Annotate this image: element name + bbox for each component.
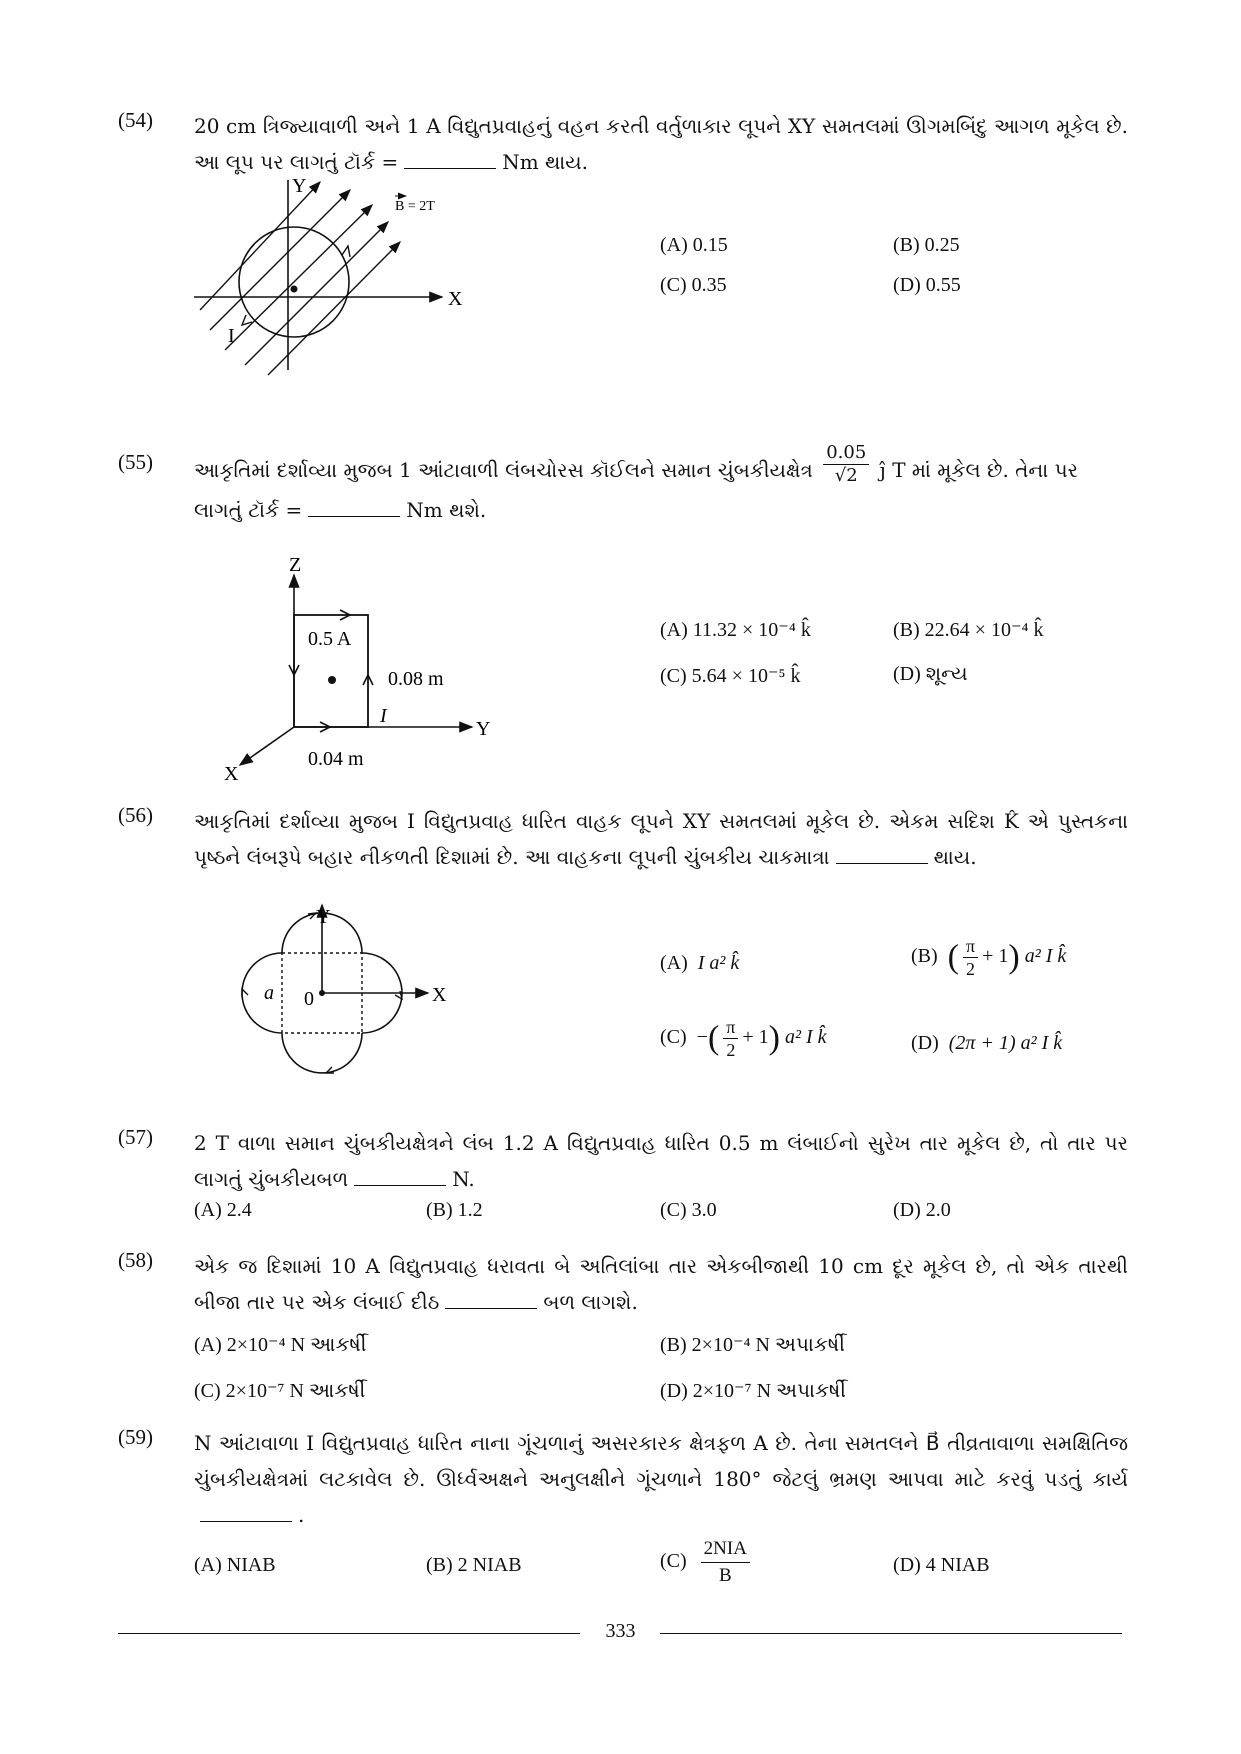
x-axis-label: X: [432, 984, 447, 1006]
figure-54: [180, 170, 480, 385]
option-b[interactable]: (B) 0.25: [893, 234, 960, 256]
question-text: એક જ દિશામાં 10 A વિદ્યુતપ્રવાહ ધરાવતા બે અતિલાંબા તાર એકબીજાથી 10 cm દૂર મૂકેલ છે, તો એક તારથી બીજા તાર પર એક લંબાઈ દીઠ બળ લાગશે.: [194, 1254, 1128, 1314]
question-number: (57): [118, 1125, 153, 1149]
x-axis-label: X: [224, 763, 239, 785]
option-d[interactable]: (D) શૂન્ય: [893, 663, 968, 685]
figure-56: [230, 895, 470, 1115]
y-axis-label: Y: [316, 906, 331, 928]
current-label: I: [228, 325, 235, 347]
option-a[interactable]: (A) 0.15: [660, 234, 728, 256]
i-label: I: [380, 705, 387, 727]
field-label: B = 2T: [395, 199, 435, 214]
option-a[interactable]: (A) NIAB: [194, 1554, 276, 1576]
question-text: આકૃતિમાં દર્શાવ્યા મુજબ 1 આંટાવાળી લંબચોરસ કૉઈલને સમાન ચુંબકીયક્ષેત્ર $\frac{0.05}{√2}$ ĵ T માં મૂકેલ છે. તેના પર લાગતું ટૉર્ક = Nm થશે.: [194, 442, 1078, 522]
option-d[interactable]: (D) 4 NIAB: [893, 1554, 990, 1576]
question-text: 2 T વાળા સમાન ચુંબકીયક્ષેત્રને લંબ 1.2 A વિદ્યુતપ્રવાહ ધારિત 0.5 m લંબાઈનો સુરેખ તાર મૂકેલ છે, તો તાર પર લાગતું ચુંબકીયબળ N.: [194, 1131, 1128, 1191]
option-b[interactable]: (B) 22.64 × 10⁻⁴ k̂: [893, 619, 1044, 641]
y-axis-label: Y: [476, 718, 491, 740]
question-number: (54): [118, 108, 153, 132]
option-a[interactable]: (A) 2.4: [194, 1199, 252, 1221]
figure-55: [220, 555, 510, 785]
a-label: a: [264, 982, 274, 1004]
answer-blank: [836, 843, 928, 864]
question-number: (58): [118, 1248, 153, 1272]
field-fraction: $\frac{0.05}{√2}$: [823, 442, 869, 487]
option-b[interactable]: (B) 2×10⁻⁴ N અપાકર્ષી: [660, 1334, 845, 1356]
height-label: 0.08 m: [388, 668, 444, 690]
question-number: (59): [118, 1425, 153, 1449]
answer-blank: [445, 1288, 537, 1309]
question-text: 20 cm ત્રિજ્યાવાળી અને 1 A વિદ્યુતપ્રવાહનું વહન કરતી વર્તુળાકાર લૂપને XY સમતલમાં ઊગમબિંદુ આગળ મૂકેલ છે. આ લૂપ પર લાગતું ટૉર્ક = Nm થાય.: [194, 114, 1128, 174]
option-d[interactable]: (D) 2×10⁻⁷ N અપાકર્ષી: [660, 1380, 847, 1402]
question-number: (56): [118, 803, 153, 827]
option-a[interactable]: (A) 2×10⁻⁴ N આકર્ષી: [194, 1334, 367, 1356]
option-b[interactable]: (B) 1.2: [426, 1199, 483, 1221]
answer-blank: [200, 1501, 292, 1522]
option-c[interactable]: (C) 2×10⁻⁷ N આકર્ષી: [194, 1380, 366, 1402]
option-c[interactable]: (C) $\frac{\text{2NIA}}{B}$: [660, 1536, 754, 1589]
option-b[interactable]: (B) ( $\frac{\pi}{2}$ + 1) a² I k̂: [911, 936, 1067, 979]
option-c[interactable]: (C) 5.64 × 10⁻⁵ k̂: [660, 665, 801, 687]
question-text: આકૃતિમાં દર્શાવ્યા મુજબ I વિદ્યુતપ્રવાહ ધારિત વાહક લૂપને XY સમતલમાં મૂકેલ છે. એકમ સદિશ K̂ એ પુસ્તકના પૃષ્ઠને લંબરૂપે બહાર નીકળતી દિશામાં છે. આ વાહકના લૂપની ચુંબકીય ચાકમાત્રા થાય.: [194, 809, 1128, 869]
z-axis-label: Z: [289, 555, 302, 576]
origin-label: 0: [304, 988, 314, 1010]
option-c[interactable]: (C) 0.35: [660, 274, 727, 296]
option-d[interactable]: (D) 0.55: [893, 274, 961, 296]
answer-blank: [354, 1165, 446, 1186]
current-label: 0.5 A: [308, 628, 352, 650]
option-c[interactable]: (C) −( $\frac{\pi}{2}$ + 1) a² I k̂: [660, 1017, 827, 1060]
option-c[interactable]: (C) 3.0: [660, 1199, 717, 1221]
answer-blank: [404, 148, 496, 169]
width-label: 0.04 m: [308, 748, 364, 770]
y-axis-label: Y: [292, 175, 307, 197]
option-a[interactable]: (A) 11.32 × 10⁻⁴ k̂: [660, 619, 811, 641]
option-a[interactable]: (A) I a² k̂: [660, 952, 740, 974]
question-number: (55): [118, 450, 153, 474]
answer-blank: [308, 496, 400, 517]
x-axis-label: X: [448, 288, 463, 310]
page-number: 333: [605, 1620, 636, 1642]
option-d[interactable]: (D) (2π + 1) a² I k̂: [911, 1032, 1063, 1054]
question-text: N આંટાવાળા I વિદ્યુતપ્રવાહ ધારિત નાના ગૂંચળાનું અસરકારક ક્ષેત્રફળ A છે. તેના સમતલને B⃗ તીવ્રતાવાળા સમક્ષિતિજ ચુંબકીયક્ષેત્રમાં લટકાવેલ છે. ઊર્ધ્વઅક્ષને અનુલક્ષીને ગૂંચળાને 180° જેટલું ભ્રમણ આપવા માટે કરવું પડતું કાર્ય.: [194, 1431, 1128, 1527]
option-b[interactable]: (B) 2 NIAB: [426, 1554, 522, 1576]
option-d[interactable]: (D) 2.0: [893, 1199, 951, 1221]
